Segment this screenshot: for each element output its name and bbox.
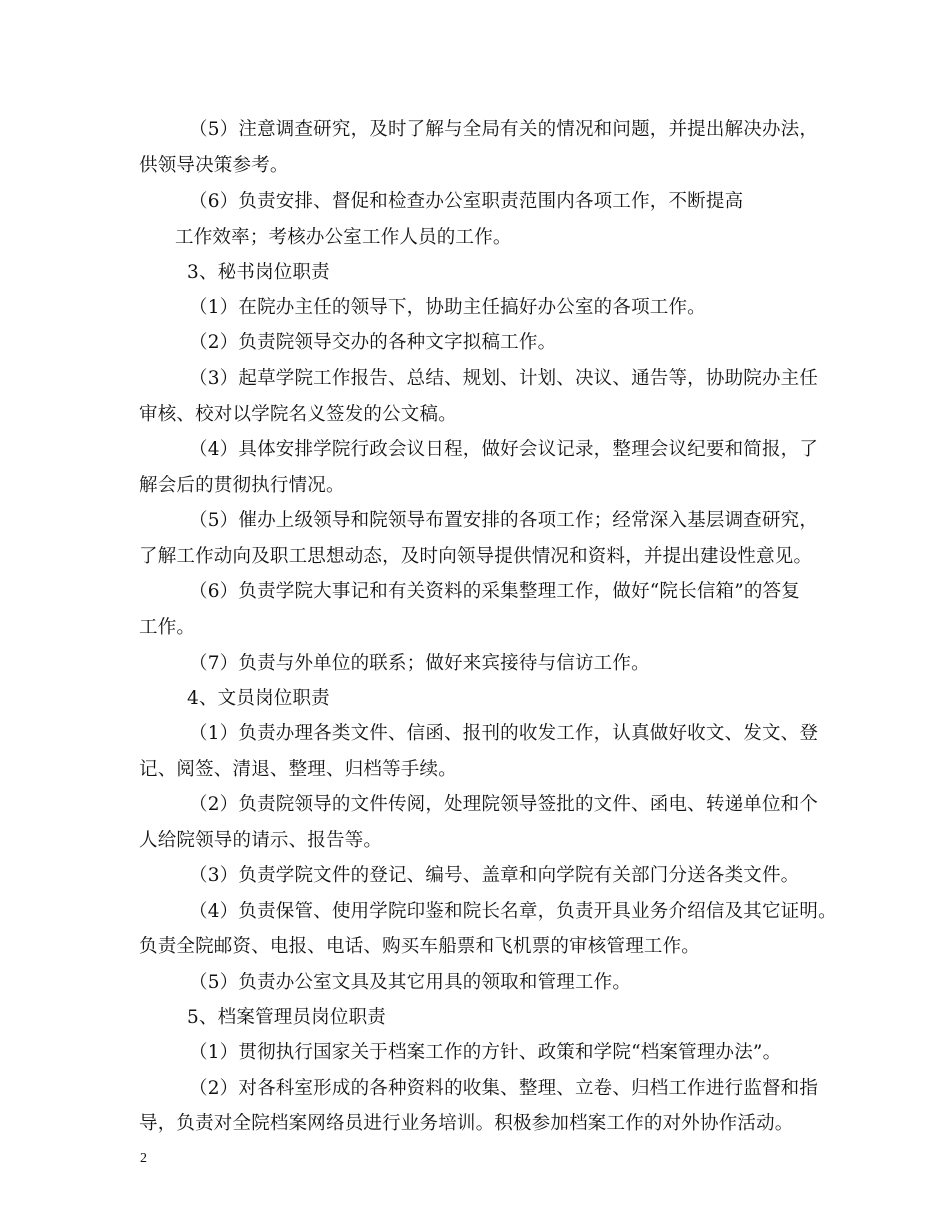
paragraph-line: （5）催办上级领导和院领导布置安排的各项工作；经常深入基层调查研究， bbox=[189, 510, 819, 531]
paragraph-line: （6）负责学院大事记和有关资料的采集整理工作，做好“院长信箱”的答复 bbox=[189, 581, 800, 602]
paragraph-line: （2）负责院领导交办的各种文字拟稿工作。 bbox=[189, 332, 557, 353]
paragraph-line: 供领导决策参考。 bbox=[139, 155, 289, 176]
section-heading: 4、文员岗位职责 bbox=[187, 688, 330, 709]
paragraph-line: （4）具体安排学院行政会议日程，做好会议记录，整理会议纪要和简报，了 bbox=[189, 439, 819, 460]
paragraph-line: （2）对各科室形成的各种资料的收集、整理、立卷、归档工作进行监督和指 bbox=[189, 1078, 819, 1099]
paragraph-line: 人给院领导的请示、报告等。 bbox=[139, 830, 383, 851]
paragraph-line: （1）在院办主任的领导下，协助主任搞好办公室的各项工作。 bbox=[189, 297, 706, 318]
page-number: 2 bbox=[140, 1151, 147, 1166]
paragraph-line: 负责全院邮资、电报、电话、购买车船票和飞机票的审核管理工作。 bbox=[139, 936, 701, 957]
paragraph-line: 导，负责对全院档案网络员进行业务培训。积极参加档案工作的对外协作活动。 bbox=[139, 1113, 794, 1134]
paragraph-line: （5）负责办公室文具及其它用具的领取和管理工作。 bbox=[189, 972, 632, 993]
paragraph-line: 工作效率；考核办公室工作人员的工作。 bbox=[175, 227, 512, 248]
paragraph-line: 审核、校对以学院名义签发的公文稿。 bbox=[139, 404, 457, 425]
paragraph-line: 记、阅签、清退、整理、归档等手续。 bbox=[139, 759, 457, 780]
paragraph-line: （1）负责办理各类文件、信函、报刊的收发工作，认真做好收文、发文、登 bbox=[189, 723, 819, 744]
paragraph-line: （2）负责院领导的文件传阅，处理院领导签批的文件、函电、转递单位和个 bbox=[189, 794, 819, 815]
paragraph-line: 工作。 bbox=[139, 617, 196, 638]
paragraph-line: （3）负责学院文件的登记、编号、盖章和向学院有关部门分送各类文件。 bbox=[189, 865, 800, 886]
paragraph-line: 了解工作动向及职工思想动态，及时向领导提供情况和资料，并提出建设性意见。 bbox=[139, 546, 813, 567]
paragraph-line: （7）负责与外单位的联系；做好来宾接待与信访工作。 bbox=[189, 653, 650, 674]
paragraph-line: （5）注意调查研究，及时了解与全局有关的情况和问题，并提出解决办法， bbox=[189, 119, 819, 140]
paragraph-line: （1）贯彻执行国家关于档案工作的方针、政策和学院“档案管理办法”。 bbox=[189, 1042, 782, 1063]
paragraph-line: （6）负责安排、督促和检查办公室职责范围内各项工作，不断提高 bbox=[189, 191, 744, 212]
section-heading: 3、秘书岗位职责 bbox=[187, 262, 330, 283]
section-heading: 5、档案管理员岗位职责 bbox=[187, 1007, 386, 1028]
paragraph-line: 解会后的贯彻执行情况。 bbox=[139, 475, 345, 496]
paragraph-line: （4）负责保管、使用学院印鉴和院长名章，负责开具业务介绍信及其它证明。 bbox=[189, 901, 837, 922]
paragraph-line: （3）起草学院工作报告、总结、规划、计划、决议、通告等，协助院办主任 bbox=[189, 368, 819, 389]
